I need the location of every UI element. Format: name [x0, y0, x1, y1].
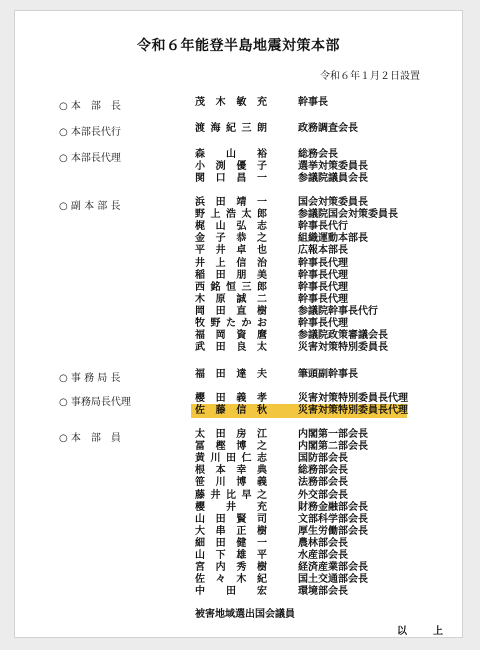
member-position: 組織運動本部長 [298, 233, 368, 245]
member-name: 根 本 幸 典 [195, 465, 267, 477]
member-position: 法務部会長 [298, 477, 348, 489]
member-name: 森 山 裕 [195, 149, 267, 160]
member-name: 浜 田 靖 一 [195, 197, 267, 208]
member-name: 岡 田 直 樹 [195, 305, 267, 317]
member-position: 経済産業部会長 [298, 562, 368, 574]
member-position: 農林部会長 [298, 537, 348, 549]
section-role: ○ 副 本 部 長 [59, 201, 121, 212]
member-position: 災害対策特別委員長代理 [298, 393, 408, 404]
member-position: 幹事長代理 [298, 257, 348, 269]
member-name: 藤 井 比 早 之 [195, 489, 267, 501]
section-role: ○ 本 部 員 [59, 433, 121, 444]
member-row [15, 173, 462, 187]
footer-note: 被害地域選出国会議員 [195, 609, 295, 620]
member-position: 環境部会長 [298, 586, 348, 598]
member-name: 木 原 誠 二 [195, 293, 267, 305]
member-position: 厚生労働部会長 [298, 525, 368, 537]
established-date: 令和６年１月２日設置 [320, 71, 420, 82]
member-name: 小 渕 優 子 [195, 161, 267, 173]
member-name: 宮 内 秀 樹 [195, 562, 267, 574]
member-row [15, 586, 462, 600]
member-position: 政務調査会長 [298, 123, 358, 134]
member-position: 財務金融部会長 [298, 501, 368, 513]
member-position: 筆頭副幹事長 [298, 369, 358, 380]
member-position: 幹事長代理 [298, 293, 348, 305]
member-position: 水産部会長 [298, 550, 348, 561]
member-position: 外交部会長 [298, 489, 348, 501]
member-name: 関 口 昌 一 [195, 173, 267, 185]
member-position: 内閣第一部会長 [298, 429, 368, 440]
member-position: 幹事長代行 [298, 221, 348, 233]
member-name: 梶 山 弘 志 [195, 221, 267, 233]
member-name: 細 田 健 一 [195, 537, 267, 549]
member-name: 笹 川 博 義 [195, 477, 267, 489]
member-row [15, 405, 462, 419]
member-name: 牧 野 た か お [195, 318, 267, 329]
member-position: 国防部会長 [298, 453, 348, 465]
member-position: 幹事長代理 [298, 281, 348, 293]
member-position: 参議院幹事長代行 [298, 305, 378, 317]
member-name: 福 田 達 夫 [195, 369, 267, 380]
member-name: 野 上 浩 太 郎 [195, 209, 267, 221]
member-position: 総務会長 [298, 149, 338, 160]
member-name: 櫻 井 充 [195, 501, 267, 513]
member-position: 参議院政策審議会長 [298, 330, 388, 342]
closing-mark: 以 上 [397, 626, 451, 637]
member-position: 総務部会長 [298, 465, 348, 477]
member-row [15, 369, 462, 383]
member-position: 幹事長 [298, 97, 328, 108]
member-name: 中 田 宏 [195, 586, 267, 598]
member-name: 櫻 田 義 孝 [195, 393, 267, 404]
member-name: 渡 海 紀 三 朗 [195, 123, 267, 134]
member-position: 幹事長代理 [298, 269, 348, 281]
member-position: 災害対策特別委員長代理 [298, 405, 408, 417]
member-position: 参議院議員会長 [298, 173, 368, 185]
member-name: 武 田 良 太 [195, 342, 267, 354]
member-position: 幹事長代理 [298, 318, 348, 329]
member-position: 参議院国会対策委員長 [298, 209, 398, 221]
section-role: ○ 本 部 長 [59, 101, 121, 112]
member-name: 西 銘 恒 三 郎 [195, 281, 267, 293]
member-name: 冨 樫 博 之 [195, 441, 267, 453]
member-name: 黄 川 田 仁 志 [195, 453, 267, 465]
member-name: 山 下 雄 平 [195, 550, 267, 561]
member-position: 選挙対策委員長 [298, 161, 368, 173]
member-position: 広報本部長 [298, 245, 348, 257]
member-name: 福 岡 資 麿 [195, 330, 267, 342]
member-name: 太 田 房 江 [195, 429, 267, 440]
section-role: ○ 本部長代行 [59, 127, 121, 138]
member-name: 佐 藤 信 秋 [195, 405, 267, 417]
member-position: 災害対策特別委員長 [298, 342, 388, 354]
member-row [15, 123, 462, 137]
document-title: 令和６年能登半島地震対策本部 [137, 38, 340, 54]
member-row [15, 97, 462, 111]
member-position: 国土交通部会長 [298, 574, 368, 586]
section-role: ○ 事 務 局 長 [59, 373, 121, 384]
section-role: ○ 事務局長代理 [59, 397, 131, 408]
member-name: 稲 田 朋 美 [195, 269, 267, 281]
section-role: ○ 本部長代理 [59, 153, 121, 164]
member-name: 井 上 信 治 [195, 257, 267, 269]
member-name: 茂 木 敏 充 [195, 97, 267, 108]
member-position: 内閣第二部会長 [298, 441, 368, 453]
member-name: 山 田 賢 司 [195, 513, 267, 525]
member-name: 平 井 卓 也 [195, 245, 267, 257]
member-name: 佐 々 木 紀 [195, 574, 267, 586]
member-position: 文部科学部会長 [298, 513, 368, 525]
member-row [15, 342, 462, 356]
member-name: 大 串 正 樹 [195, 525, 267, 537]
member-name: 金 子 恭 之 [195, 233, 267, 245]
member-position: 国会対策委員長 [298, 197, 368, 208]
document-page [14, 10, 463, 638]
